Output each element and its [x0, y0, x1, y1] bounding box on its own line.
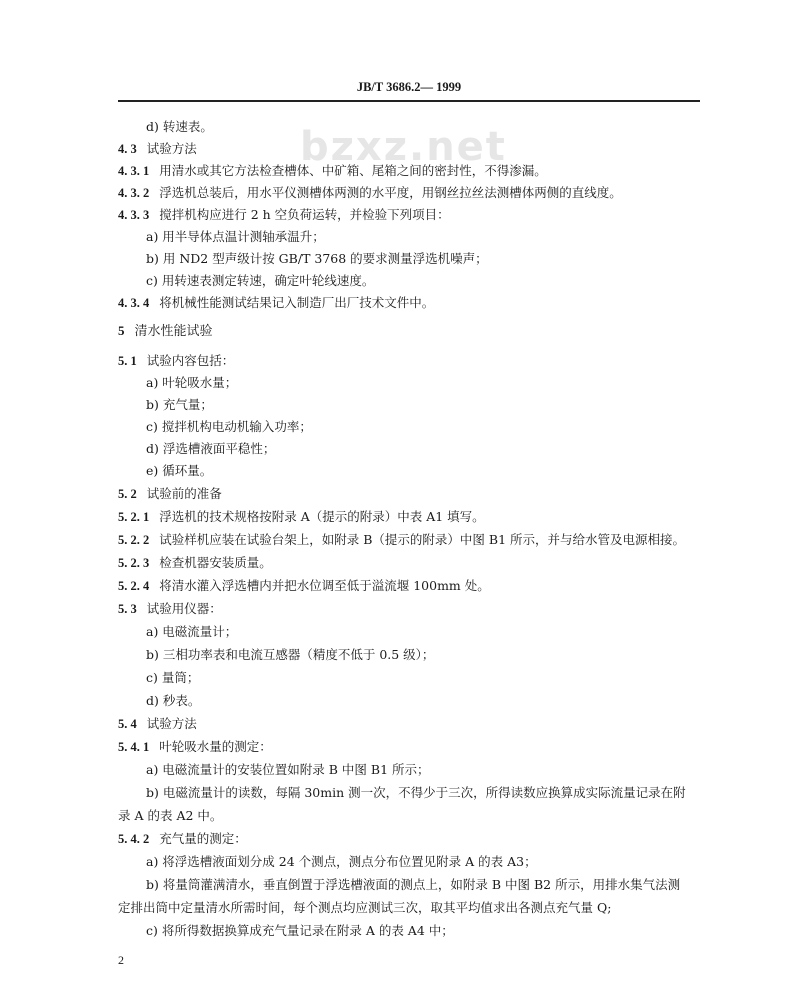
clause-text: b) 充气量；	[146, 397, 213, 412]
clause-line	[118, 899, 611, 917]
clause-line	[118, 830, 247, 848]
clause-text: c) 量筒；	[146, 670, 200, 685]
clause-text: 将清水灌入浮选槽内并把水位调至低于溢流堰 100mm 处。	[159, 578, 490, 593]
header-rule	[118, 100, 700, 102]
clause-text: a) 叶轮吸水量；	[146, 375, 238, 390]
clause-text: c) 搅拌机构电动机输入功率；	[146, 419, 312, 434]
clause-line	[118, 554, 272, 572]
clause-text: 搅拌机构应进行 2 h 空负荷运转，并检验下列项目：	[159, 207, 450, 222]
clause-line	[118, 184, 622, 202]
clause-line	[146, 922, 454, 940]
clause-line	[146, 396, 213, 414]
clause-line	[118, 531, 685, 549]
clause-line	[146, 646, 434, 664]
clause-line	[146, 272, 374, 290]
clause-text: 试验方法	[146, 716, 197, 731]
clause-text: d) 秒表。	[146, 693, 201, 708]
clause-line	[146, 462, 212, 480]
clause-text: 试验前的准备	[146, 486, 222, 501]
clause-line	[118, 600, 222, 618]
clause-text: 叶轮吸水量的测定：	[159, 739, 272, 754]
section-title: 清水性能试验	[134, 324, 213, 339]
clause-text: e) 循环量。	[146, 463, 213, 478]
clause-number: 5. 4. 2	[118, 832, 150, 846]
clause-line	[146, 876, 680, 894]
clause-line	[118, 738, 272, 756]
clause-line	[118, 206, 450, 224]
clause-text: b) 三相功率表和电流互感器（精度不低于 0.5 级）；	[146, 647, 435, 662]
clause-line	[146, 692, 200, 710]
clause-line	[146, 374, 237, 392]
clause-number: 4. 3. 1	[118, 164, 150, 178]
section-number: 5	[118, 323, 125, 338]
clause-line	[146, 118, 213, 136]
clause-text: 浮选机的技术规格按附录 A（提示的附录）中表 A1 填写。	[159, 509, 485, 524]
clause-line	[146, 761, 430, 779]
clause-text: 试验样机应装在试验台架上，如附录 B（提示的附录）中图 B1 所示，并与给水管及电源相接。	[159, 532, 685, 547]
document-code-header: JB/T 3686.2— 1999	[356, 80, 462, 94]
clause-line	[118, 294, 434, 312]
clause-text: b) 将量筒灌满清水，垂直倒置于浮选槽液面的测点上，如附录 B 中图 B2 所示，用排水集气法测	[146, 877, 681, 892]
clause-text: a) 用半导体点温计测轴承温升；	[146, 229, 325, 244]
clause-number: 5. 1	[118, 354, 137, 368]
clause-text: d) 浮选槽液面平稳性；	[146, 441, 276, 456]
clause-line	[146, 228, 325, 246]
clause-number: 4. 3. 4	[118, 296, 150, 310]
clause-number: 4. 3	[118, 142, 137, 156]
clause-line	[118, 162, 547, 180]
clause-text: a) 电磁流量计的安装位置如附录 B 中图 B1 所示；	[146, 762, 430, 777]
section-heading	[118, 322, 213, 341]
clause-number: 5. 2. 2	[118, 533, 150, 547]
clause-text: 用清水或其它方法检查槽体、中矿箱、尾箱之间的密封性，不得渗漏。	[159, 163, 547, 178]
clause-line	[118, 140, 197, 158]
clause-line	[118, 508, 485, 526]
clause-number: 5. 2. 1	[118, 510, 150, 524]
clause-text: 检查机器安装质量。	[159, 555, 272, 570]
clause-line	[118, 352, 234, 370]
clause-number: 5. 2	[118, 487, 137, 501]
clause-text: b) 用 ND2 型声级计按 GB/T 3768 的要求测量浮选机噪声；	[146, 251, 488, 266]
clause-number: 4. 3. 2	[118, 186, 150, 200]
clause-text: d) 转速表。	[146, 119, 213, 134]
clause-line	[118, 577, 490, 595]
clause-line	[146, 418, 312, 436]
clause-line	[146, 250, 488, 268]
page-number: 2	[118, 953, 124, 967]
clause-number: 5. 4. 1	[118, 740, 150, 754]
clause-text: c) 用转速表测定转速，确定叶轮线速度。	[146, 273, 375, 288]
clause-text: 定排出筒中定量清水所需时间，每个测点均应测试三次，取其平均值求出各测点充气量 Q;	[118, 900, 612, 915]
clause-text: 充气量的测定：	[159, 831, 247, 846]
clause-line	[146, 853, 537, 871]
clause-line	[146, 623, 237, 641]
clause-text: 浮选机总装后，用水平仪测槽体两测的水平度，用钢丝拉丝法测槽体两侧的直线度。	[159, 185, 622, 200]
clause-text: b) 电磁流量计的读数，每隔 30min 测一次，不得少于三次，所得读数应换算成实际流量记录在附	[146, 785, 686, 800]
clause-text: c) 将所得数据换算成充气量记录在附录 A 的表 A4 中；	[146, 923, 454, 938]
clause-text: 将机械性能测试结果记入制造厂出厂技术文件中。	[159, 295, 435, 310]
clause-line	[146, 440, 275, 458]
clause-number: 5. 2. 4	[118, 579, 150, 593]
clause-number: 5. 4	[118, 717, 137, 731]
clause-line	[146, 669, 199, 687]
clause-number: 5. 2. 3	[118, 556, 150, 570]
clause-text: 录 A 的表 A2 中。	[118, 808, 223, 823]
clause-line	[118, 715, 197, 733]
clause-line	[118, 485, 222, 503]
clause-text: 试验方法	[146, 141, 197, 156]
watermark: bzxz.net	[300, 124, 507, 170]
clause-text: a) 将浮选槽液面划分成 24 个测点，测点分布位置见附录 A 的表 A3；	[146, 854, 537, 869]
clause-number: 5. 3	[118, 602, 137, 616]
clause-number: 4. 3. 3	[118, 208, 150, 222]
clause-text: 试验用仪器：	[146, 601, 222, 616]
clause-line	[146, 784, 686, 802]
clause-text: 试验内容包括：	[146, 353, 235, 368]
clause-text: a) 电磁流量计；	[146, 624, 238, 639]
clause-line	[118, 807, 222, 825]
